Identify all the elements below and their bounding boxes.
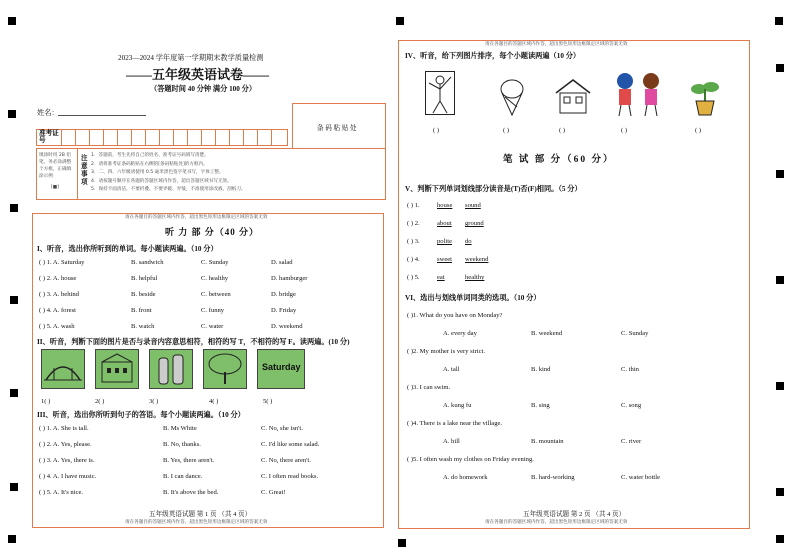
q6-question: ( )2. My mother is very strict.	[407, 348, 486, 355]
exam-id-label: 准考证号	[39, 130, 59, 144]
singing-girls-icon	[611, 71, 667, 117]
name-label: 姓名：	[37, 109, 59, 117]
registration-mark	[776, 488, 784, 496]
page1-footer: 五年级英语试题 第 1 页 （共 4 页）	[149, 511, 252, 518]
q2-picture-1	[41, 349, 85, 389]
name-field[interactable]	[58, 115, 146, 116]
q2-picture-2	[95, 349, 139, 389]
q4-title: IV、听音，给下列图片排序，每个小题读两遍（10 分）	[405, 52, 581, 60]
registration-mark	[398, 539, 406, 547]
page1-answer-area: 请在各题目的答题区域内作答，超出黑色矩形边框限定区域的答案无效 听 力 部 分（40 分） I、听音，选出你所听到的单词。每小题读两遍。（10 分） ( ) 1. A. Saturday B. sandwich C. Sunday D. salad ( ) 2. A. house B. helpful C. healthy D. hamburger ( ) 3. A. behind B. beside C. between D. bridge ( ) 4. A. forest B. front C. funny D. Friday ( ) 5. A. wash B. watch C. water D. weekend II、听音，判断下面的图片是否与录音内容意思相符，相符的写 T，不相符的写 F。读两遍。(10 分) Saturday 1( ) 2( ) 3( ) 4( ) 5( ) III、听音，选出你所听到句子的答语。每个小题读两遍。（10 分） ( ) 1. A. She is tall. B. Ms White C. No, she isn't. ( ) 2. A. Yes, please. B. No, thanks. C. I'd like some salad. ( ) 3. A. Yes, there is. B. Yes, there aren't. C. No, there aren't. ( ) 4. A. I have music. B. I can dance. C. I often read books. ( ) 5. A. It's nice. B. It's above the bed. C. Great! 五年级英语试题 第 1 页 （共 4 页） 请在各题目的答题区域内作答，超出黑色矩形边框限定区域的答案无效	[32, 213, 384, 528]
registration-mark	[776, 170, 784, 178]
q4-picture-1	[425, 71, 455, 120]
page2-footer: 五年级英语试题 第 2 页 （共 4 页）	[523, 511, 626, 518]
exam-subtitle: ——五年级英语试卷——	[126, 67, 270, 82]
q4-picture-3	[553, 77, 593, 120]
fill-example: [■]	[51, 185, 59, 190]
barcode-label: 条 码 粘 贴 处	[317, 125, 357, 132]
q1-title: I、听音，选出你所听到的单词。每小题读两遍。（10 分）	[37, 245, 218, 253]
registration-mark	[396, 17, 404, 25]
q2-picture-3	[149, 349, 193, 389]
barcode-area	[292, 103, 386, 149]
exam-id-grid[interactable]	[36, 129, 288, 146]
ice-cream-icon	[497, 77, 527, 117]
q3-title: III、听音，选出你所听到句子的答语。每个小题读两遍。（10 分）	[37, 411, 245, 419]
registration-mark	[776, 535, 784, 543]
registration-mark	[10, 389, 18, 397]
registration-mark	[10, 204, 18, 212]
note-line: 5．保持卡面清洁，不要折叠、不要弄破、弄皱，不准使用涂改液、刮纸刀。	[91, 187, 246, 192]
building-icon	[96, 350, 138, 388]
boundary-note: 请在各题目的答题区域内作答，超出黑色矩形边框限定区域的答案无效	[125, 520, 268, 525]
note-line: 1．答题前，考生先将自己的姓名、准考证号码填写清楚。	[91, 153, 209, 158]
kung-fu-icon	[425, 71, 455, 115]
saturday-label: Saturday	[262, 362, 301, 372]
q4-picture-4	[611, 71, 667, 122]
q5-title: V、判断下列单词划线部分读音是(T)否(F)相同。（5 分）	[405, 185, 582, 193]
exam-title: 2023—2024 学年度第一学期期末教学质量检测	[118, 54, 264, 62]
house-icon	[553, 77, 593, 115]
registration-mark	[8, 535, 16, 543]
time-note: （答题时间 40 分钟 满分 100 分）	[150, 85, 257, 93]
q6-question: ( )4. There is a lake near the village.	[407, 420, 503, 427]
bridge-icon	[42, 350, 84, 388]
q2-picture-5	[257, 349, 305, 389]
page2-answer-area: 请在各题目的答题区域内作答，超出黑色矩形边框限定区域的答案无效 IV、听音，给下列图片排序，每个小题读两遍（10 分） ( ) ( ) ( ) ( ) ( ) 笔 试 部 分（60 分） V、判断下列单词划线部分读音是(T)否(F)相同。（5 分） ( ) 1. house sound ( ) 2. about ground ( ) 3. polite do ( ) 4. sweet weekend ( ) 5. eat healthy VI、选出与划线单词同类的选项。（10 分） ( )1. What do you have on Monday? A. every day B. weekend C. Sunday ( )2. My mother is very strict. A. tall B. kind C. thin ( )3. I can swim. A. kung fu B. sing C. song ( )4. There is a lake near the village. A. hill B. mountain C. river ( )5. I often wash my clothes on Friday evening. A. do homework B. hard-working C. water bottle 五年级英语试题 第 2 页 （共 4 页） 请在各题目的答题区域内作答，超出黑色矩形边框限定区域的答案无效	[398, 40, 750, 529]
note-line: 4．请按题号顺序在各题的答题区域内作答，超出答题区域书写无效。	[91, 178, 232, 184]
registration-mark	[8, 110, 16, 118]
registration-mark	[8, 17, 16, 25]
boundary-note: 请在各题目的答题区域内作答，超出黑色矩形边框限定区域的答案无效	[485, 520, 628, 525]
boundary-note: 请在各题目的答题区域内作答，超出黑色矩形边框限定区域的答案无效	[485, 42, 628, 47]
registration-mark	[775, 17, 783, 25]
registration-mark	[10, 296, 18, 304]
fill-note: 填涂时用 2B 铅笔，务必涂满整个方框，正确填涂示例	[39, 153, 72, 179]
notes-label: 注意事项	[81, 155, 88, 186]
registration-mark	[776, 382, 784, 390]
water-bottle-icon	[150, 350, 192, 388]
q2-title: II、听音，判断下面的图片是否与录音内容意思相符，相符的写 T，不相符的写 F。读两遍。(10 分)	[37, 338, 350, 346]
q6-question: ( )5. I often wash my clothes on Friday evening.	[407, 456, 534, 463]
note-line: 3．二、四、六年级请使用 0.5 毫米黑色签字笔书写，字体工整。	[91, 170, 224, 175]
q6-question: ( )1. What do you have on Monday?	[407, 312, 503, 319]
q6-question: ( )3. I can swim.	[407, 384, 451, 391]
q6-title: VI、选出与划线单词同类的选项。（10 分）	[405, 294, 541, 302]
tree-icon	[204, 350, 246, 388]
q4-picture-2	[497, 77, 527, 122]
notes-box	[36, 148, 386, 200]
potted-plant-icon	[689, 77, 721, 117]
listening-section-title: 听 力 部 分（40 分）	[165, 227, 260, 237]
q2-picture-4	[203, 349, 247, 389]
registration-mark	[10, 483, 18, 491]
written-section-title: 笔 试 部 分（60 分）	[503, 155, 615, 165]
q4-picture-5	[689, 77, 721, 122]
boundary-note: 请在各题目的答题区域内作答，超出黑色矩形边框限定区域的答案无效	[125, 215, 268, 220]
registration-mark	[776, 64, 784, 72]
note-line: 2．请将准考证条码粘贴在右侧的[条码粘贴处]的方框内。	[91, 161, 208, 167]
registration-mark	[776, 276, 784, 284]
